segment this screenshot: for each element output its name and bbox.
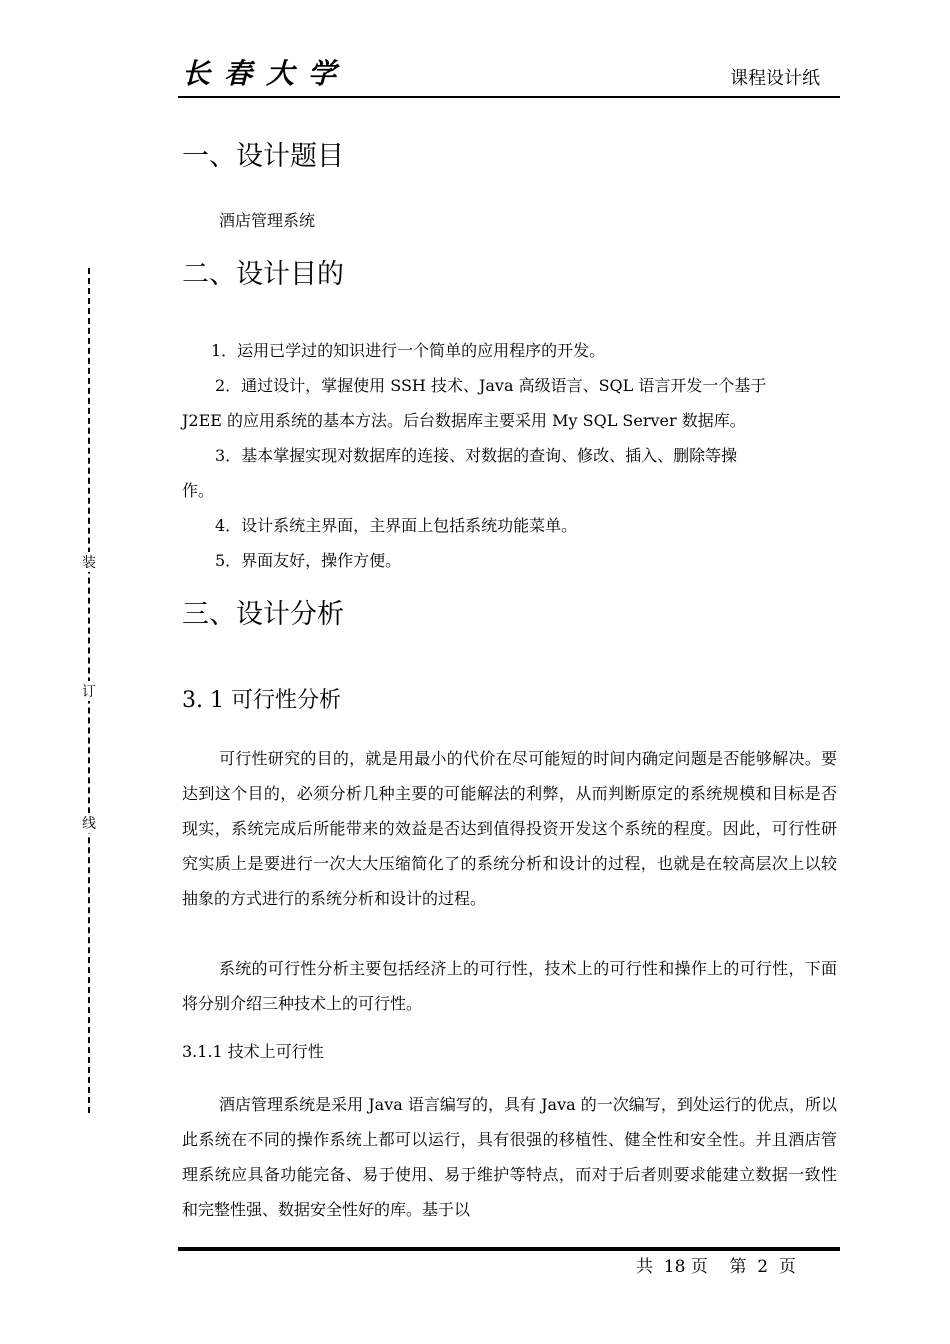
purpose-item-2-cont: J2EE 的应用系统的基本方法。后台数据库主要采用 My SQL Server 数据库。 [182, 411, 746, 430]
feasibility-paragraph-2: 系统的可行性分析主要包括经济上的可行性，技术上的可行性和操作上的可行性，下面将分别介绍三种技术上的可行性。 [182, 959, 837, 1013]
page-count: 共 18 页 第 2 页 [636, 1257, 796, 1277]
purpose-item-3: 3．基本掌握实现对数据库的连接、对数据的查询、修改、插入、删除等操 [215, 446, 738, 465]
header-rule [178, 96, 840, 98]
university-name: 长春大学 [182, 57, 351, 90]
purpose-item-3-cont: 作。 [182, 481, 215, 500]
technical-feasibility-paragraph: 酒店管理系统是采用 Java 语言编写的，具有 Java 的一次编写，到处运行的优点，所以此系统在不同的操作系统上都可以运行，具有很强的移植性、健全性和安全性。并且酒店管理系统应具备功能完备、易于使用、易于维护等特点，而对于后者则要求能建立数据一致性和完整性强、数据安全性好的库。基于以 [182, 1095, 837, 1219]
feasibility-paragraph-1: 可行性研究的目的，就是用最小的代价在尽可能短的时间内确定问题是否能够解决。要达到这个目的，必须分析几种主要的可能解法的利弊，从而判断原定的系统规模和目标是否现实，系统完成后所能带来的效益是否达到值得投资开发这个系统的程度。因此，可行性研究实质上是要进行一次大大压缩简化了的系统分析和设计的过程，也就是在较高层次上以较抽象的方式进行的系统分析和设计的过程。 [182, 749, 837, 908]
binding-char-xian: 线 [80, 813, 98, 833]
subsection-title-feasibility: 3. 1 可行性分析 [182, 688, 341, 713]
purpose-item-5: 5．界面友好，操作方便。 [215, 551, 402, 570]
binding-char-ding: 订 [80, 681, 98, 701]
section-title-design-topic: 一、设计题目 [182, 141, 344, 172]
binding-char-zhuang: 装 [80, 552, 98, 572]
purpose-item-4: 4．设计系统主界面，主界面上包括系统功能菜单。 [215, 516, 578, 535]
footer-rule [178, 1247, 840, 1251]
purpose-item-2: 2．通过设计，掌握使用 SSH 技术、Java 高级语言、SQL 语言开发一个基于 [215, 376, 767, 395]
section-title-design-purpose: 二、设计目的 [182, 259, 344, 290]
page-label: 课程设计纸 [730, 68, 820, 89]
section-title-design-analysis: 三、设计分析 [182, 599, 344, 630]
purpose-item-1: 1．运用已学过的知识进行一个简单的应用程序的开发。 [211, 341, 606, 360]
subsection-title-technical-feasibility: 3.1.1 技术上可行性 [182, 1042, 324, 1061]
design-topic-text: 酒店管理系统 [219, 211, 316, 230]
